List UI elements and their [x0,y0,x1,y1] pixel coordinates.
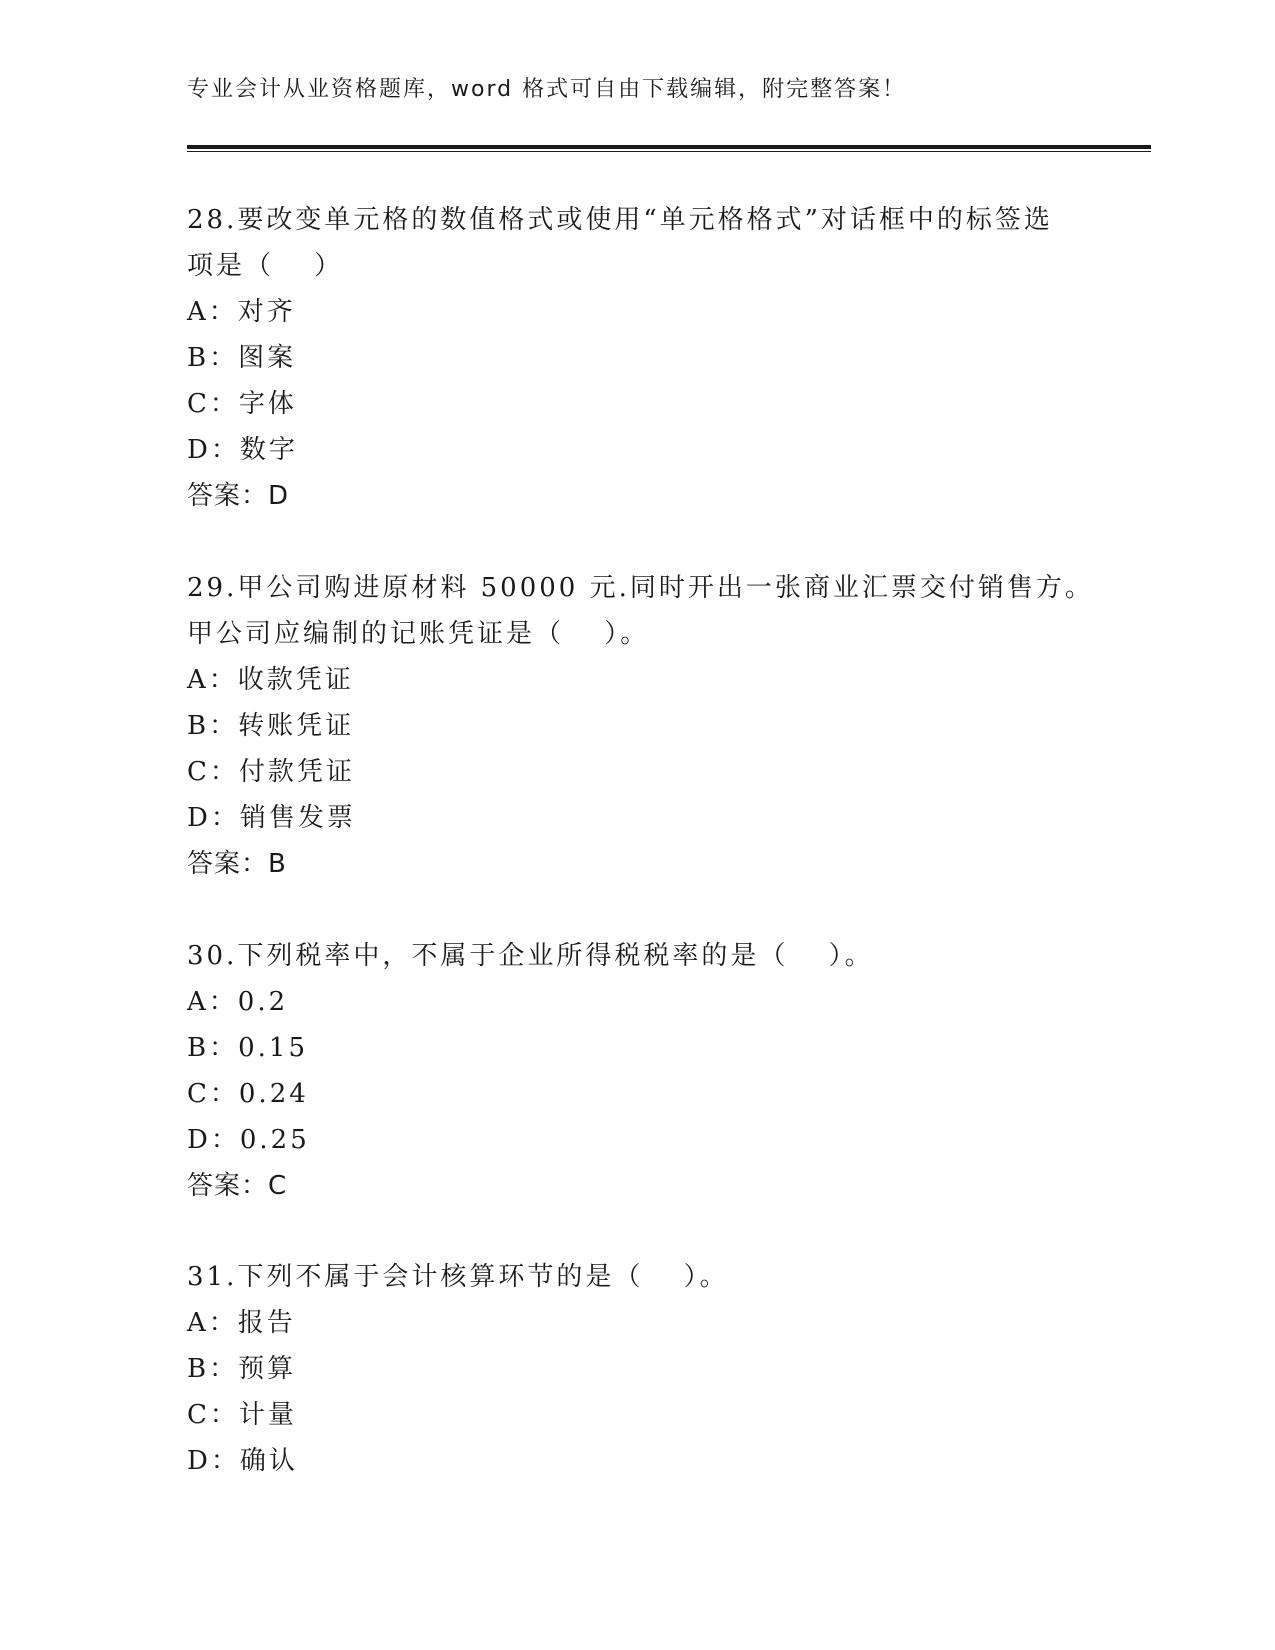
question-stem: 30.下列税率中，不属于企业所得税税率的是（ ）。 [187,941,874,971]
option-c: C：计量 [187,1400,297,1430]
option-b: B：0.15 [187,1033,308,1063]
answer-label: 答案： [187,1171,269,1201]
question-31 [187,1254,1087,1484]
option-b: B：转账凭证 [187,711,355,741]
document-header: 专业会计从业资格题库，word 格式可自由下载编辑，附完整答案！ [187,77,907,102]
header-divider [187,145,1151,152]
question-stem: 28.要改变单元格的数值格式或使用“单元格格式”对话框中的标签选 [187,205,1053,235]
option-a: A：报告 [187,1308,296,1338]
answer-line [187,473,1087,519]
answer-value: C [268,1171,288,1201]
answer-value: B [268,849,287,879]
question-30 [187,933,1087,1209]
option-b: B：图案 [187,343,297,373]
question-stem: 甲公司应编制的记账凭证是（ ）。 [187,619,650,649]
answer-label: 答案： [187,481,269,511]
answer-value: D [268,481,290,511]
question-29 [187,565,1094,887]
question-28 [187,197,1087,519]
answer-label: 答案： [187,849,269,879]
option-b: B：预算 [187,1354,297,1384]
question-stem: 29.甲公司购进原材料 50000 元.同时开出一张商业汇票交付销售方。 [187,573,1094,603]
answer-line [187,841,1087,887]
option-d: D：数字 [187,435,298,465]
option-c: C：0.24 [187,1079,309,1109]
option-c: C：付款凭证 [187,757,355,787]
answer-line [187,1163,1087,1209]
option-a: A：对齐 [187,297,296,327]
option-d: D：0.25 [187,1125,310,1155]
option-c: C：字体 [187,389,297,419]
question-stem: 31.下列不属于会计核算环节的是（ ）。 [187,1262,729,1292]
option-d: D：销售发票 [187,803,356,833]
option-d: D：确认 [187,1446,298,1476]
question-stem: 项是（ ） [187,251,344,281]
option-a: A：收款凭证 [187,665,354,695]
option-a: A：0.2 [187,987,289,1017]
